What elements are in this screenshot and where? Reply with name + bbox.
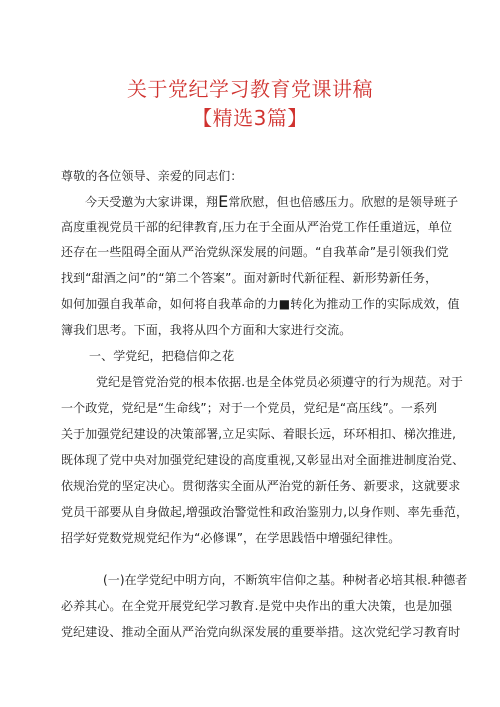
paragraph-2-line-2: 一个政党，党纪是“生命线”；对于一个党员，党纪是“高压线”。一系列 [61, 401, 438, 415]
paragraph-1-line-6: 簿我们思考。下面，我将从四个方面和大家进行交流。 [61, 323, 352, 337]
paragraph-3-line-2: 必养其心。在全党开展党纪学习教育.是党中央作出的重大决策，也是加强 [61, 599, 453, 613]
document-subtitle: 【精选3篇】 [192, 106, 308, 130]
paragraph-1-line-5: 如何加强自我革命，如何将自我革命的力■转化为推动工作的实际成效，值 [61, 297, 460, 311]
paragraph-2-line-4: 既体现了党中央对加强党纪建设的高度重视,又彰显出对全面推进制度治党、 [61, 453, 465, 467]
paragraph-2-line-7: 招学好党数党规党纪作为“必修课”，在学思践悟中增强纪律性。 [61, 531, 401, 545]
paragraph-1-line-1-text-b: 常欣慰，但也倍感压力。欣慰的是领导班子 [228, 195, 459, 209]
paragraph-2-line-3: 关于加强党纪建设的决策部署,立足实际、着眼长远，环环相扣、梯次推进, [61, 427, 457, 441]
paragraph-2-line-5: 依规治党的坚定决心。贯彻落实全面从严治党的新任务、新要求，这就要求 [61, 479, 461, 493]
paragraph-2-line-1: 党纪是管党治党的根本依据.也是全体党员必须遵守的行为规范。对于 [96, 375, 463, 389]
paragraph-1-line-1-large-glyph: E [218, 192, 229, 211]
greeting: 尊敬的各位领导、亲爱的同志们： [61, 169, 243, 183]
section-1-heading: 一、学党纪，把稳信仰之花 [89, 349, 235, 363]
paragraph-2-line-6: 党员干部要从自身做起,增强政治警觉性和政治鉴别力,以身作则、率先垂范， [61, 505, 469, 519]
paragraph-1-line-1 [85, 194, 458, 210]
paragraph-1-line-4: 找到“甜酒之问”的“第二个答案”。面对新时代新征程、新形势新任务， [61, 271, 438, 285]
paragraph-1-line-3: 还存在一些阻碍全面从严治党纵深发展的问题。“自我革命”是引领我们党 [61, 245, 449, 259]
document-title: 关于党纪学习教育党课讲稿 [127, 77, 373, 101]
paragraph-3-line-3: 党纪建设、推动全面从严治党向纵深发展的重要举措。这次党纪学习教育时 [61, 625, 461, 639]
paragraph-1-line-2: 高度重视党员干部的纪律教育,压力在于全面从严治党工作任重道远，单位 [61, 220, 453, 234]
paragraph-3-line-1: (一)在学党纪中明方向，不断筑牢信仰之基。种树者必培其根.种德者 [103, 573, 468, 587]
paragraph-1-line-1-text-a: 今天受邀为大家讲课，翔 [85, 195, 219, 209]
